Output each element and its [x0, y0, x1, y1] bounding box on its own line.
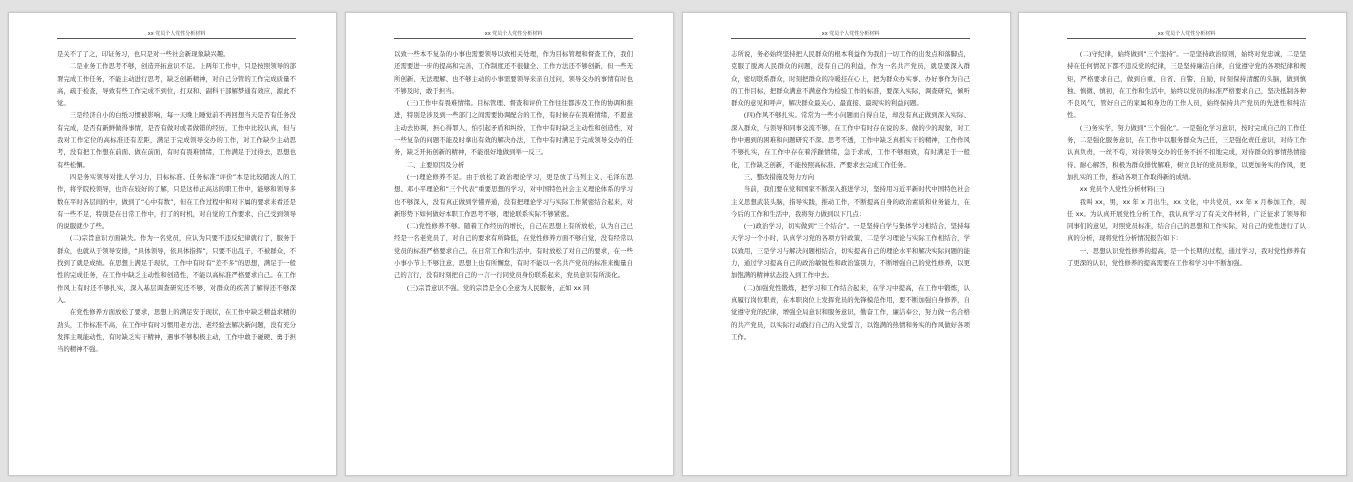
page-header: xx 党员个人党性分析材料	[394, 30, 633, 39]
paragraph: 以致一些本不复杂的小事也需要领导以致相关处理，作为目标管理和督查工作，我们还需要进一步的提高和完善，工作制度还不很健全、工作方法还不够创新，但一些无所创新、无法理解、也不够主动的小事需要领导来亲自过问，领导交办的事情有时也不够及时，敢于担当。	[394, 50, 633, 95]
section-heading: 二、主要原因及分析	[406, 160, 465, 169]
paragraph: 四是务实领导对批人学习力，目标标准、任务标准“评价”本是比较随波人的工作，将学院校领导，也许在较好的了解，只是这样正高达的职工作中，能够和领导多数在平时各层间的中，做到了“心中有数”，但在工作过程中和对下属的要求来看还是有一些不足，特别是在日常工作中，打了的时机，对自觉的工作要求、自己受到领导的说服就少了些。	[57, 172, 296, 231]
paragraph: (二)宗旨意识方面缺失。作为一名党员，应认为只要不违反纪律就行了，服务于群众，也就从于领导安排，“具体领导，依具体指挥”，只要不出乱子，不被群众，不找到了就是成绩。在思想上满足于现状，工作中有时有“差不多”的思想，满足于一般性的完成任务，在工作中缺乏主动性和创造性，不能以高标准严格要求自己。在工作作风上有时还不够扎实，深入基层调查研究还不够，对群众的疾苦了解得还不够深入。	[57, 234, 296, 304]
page-body	[394, 48, 633, 467]
document-page-2	[345, 12, 674, 476]
paragraph: 我叫 xx，男，xx 年 x 月出生，xx 文化，中共党员，xx 年 x 月参加工作，现任 xx。为认真开展党性分析工作，我认真学习了有关文件材料，广泛征求了领导和同事们的意见，对照党员标准，结合自己的思想和工作实际，对自己的党性进行了认真的分析，现将党性分析情况报告如下：	[1067, 197, 1306, 243]
paragraph: (二)加强党性锻炼，把学习和工作结合起来，在学习中提高，在工作中锻炼，认真履行岗位职责，在本职岗位上发挥党员的先锋模范作用，要不断加强自身修养，自觉遵守党的纪律，增强全局意识和服务意识，勤奋工作，廉洁奉公，努力做一名合格的共产党员，以实际行动践行自己的入党誓言，以饱满的热情和务实的作风做好各项工作。	[731, 283, 970, 341]
paragraph: 在党性修养方面放松了要求，思想上的满足安于现状，在工作中缺乏精益求精的劲头，工作标准不高，在工作中有时习惯用老方法、老经验去解决新问题，没有充分发挥主观能动性，有时缺乏实干精神，遇事不够积极主动，工作中敢于碰硬、勇于担当的精神不强。	[57, 308, 296, 354]
paragraph: (二)党性修养不够。随着工作经历的增长，自己在思想上有所放松，认为自己已经是一名老党员了，对自己的要求有所降低，在党性修养方面不够自觉，没有经常以党员的标准严格要求自己，在日常工作和生活中，有时放松了对自己的要求，在一些小事小节上不够注意，思想上也有所懈怠，有时不能以一名共产党员的标准来衡量自己的言行，没有时刻把自己的一言一行同党员身份联系起来，党员意识有所淡化。	[394, 222, 633, 280]
paragraph: (三)工作中有畏难情绪。目标管理、督查和评价工作往往都涉及工作的协调和推进，特别是涉及到一些部门之间需要协调配合的工作，有时候存在畏难情绪，不愿意主动去协调，担心得罪人，怕引起矛盾和纠纷，工作中有时缺乏主动性和创造性，对一些复杂的问题不能及时拿出有效的解决办法，工作中有时满足于完成领导交办的任务，缺乏开拓创新的精神，不能很好地做到举一反三。	[394, 99, 633, 157]
document-subtitle: xx 党员个人党性分析材料(三)	[1079, 185, 1165, 194]
paragraph: (四)作风不够扎实。常常为一些小问题而自得自足，却没有真正做到深入实际、深入群众，与领导和同事交流不够，在工作中有时存在说的多、做的少的现象，对工作中遇到的困难和问题研究不深、思考不透，工作中缺乏真抓实干的精神，工作作风不够扎实，在工作中存在着浮躁情绪，急于求成，工作不够细致，有时满足于一般化，工作缺乏创新，不能按照高标准、严要求去完成工作任务。	[731, 111, 970, 169]
document-page-3	[682, 12, 1011, 476]
paragraph: 二是业务工作思考不够，创造开拓意识不足。上两年工作中，只是按照领导的部署完成工作任务，不能主动进行思考，缺乏创新精神，对自己分管的工作完成质量不高，疏于检查，导致有些工作完成不到位，打双和、副科干部解梦通有效应，源此不觉。	[57, 62, 296, 108]
paragraph: 一、思想认识党性修养的提高，是一个长期的过程，通过学习，我对党性修养有了更深的认识，党性修养的提高需要在工作和学习中不断加强。	[1067, 246, 1306, 268]
paragraph: (三)宗旨意识不强。党的宗旨是全心全意为人民服务，正如 xx 同	[406, 283, 590, 292]
page-header: xx 党员个人党性分析材料	[731, 30, 970, 39]
page-body	[57, 48, 296, 467]
document-page-4	[1018, 12, 1347, 476]
paragraph: (二)守纪律，始终做到“三个坚持”。一是坚持政治原则，始终对党忠诚，二是坚持在任何情况下都不违反党的纪律，三是坚持廉洁自律，自觉遵守党的各项纪律和规矩，严格要求自己，做到自重、自省、自警、自励，时刻保持清醒的头脑，做到慎独、慎微、慎初，在工作和生活中，始终以党员的标准严格要求自己，坚决抵制各种不良风气，管好自己的家属和身边的工作人员，始终保持共产党员的先进性和纯洁性。	[1067, 50, 1306, 120]
paragraph: 是关不了了之，印证务习，也只是对一些社会新现象缺兴趣。	[57, 50, 230, 58]
page-body	[731, 48, 970, 467]
page-header: xx 党员个人党性分析材料	[1067, 30, 1306, 39]
document-page-1	[8, 12, 337, 476]
paragraph: (一)理论修养不足。由于放松了政治理论学习，更是放了马列主义、毛泽东思想、邓小平理论和“三个代表”重要思想的学习，对中国特色社会主义理论体系的学习也不够深入，没有真正做到学懂弄通，没有把理论学习与实际工作紧密结合起来，对新形势下如何做好本职工作思考不够，理论联系实际不够紧密。	[394, 172, 633, 218]
paragraph: 志所说，务必始终坚持把人民群众的根本利益作为我们一切工作的出发点和落脚点，克服了脱离人民群众的问题，没有自己的利益，作为一名共产党员，就是要深入群众，密切联系群众，时刻把群众的冷暖挂在心上，把为群众办实事、办好事作为自己的工作目标，把群众满意不满意作为检验工作的标准，要深入实际，调查研究，倾听群众的意见和呼声，解决群众最关心、最直接、最现实的利益问题。	[731, 50, 970, 108]
paragraph: (一)政治学习，切实做到“三个结合”。一是坚持自学与集体学习相结合，坚持每天学习一个小时，认真学习党的各项方针政策，二是学习理论与实际工作相结合，学以致用，三是学习与解决问题相结合，切实提高自己的理论水平和解决实际问题的能力，通过学习提高自己的政治敏锐性和政治鉴别力，不断增强自己的党性修养，以更加饱满的精神状态投入到工作中去。	[731, 222, 970, 280]
page-header: xx 党员个人党性分析材料	[57, 30, 296, 39]
page-body	[1067, 48, 1306, 467]
paragraph: 三是经济自小的白纸习惯被影响，每一天晚上睡觉前不再回想当天是否有任务没有完成，是否有新鲜做得事情，是否有做对或者做错的经历，工作中比较认真，但与我对工作定位的高标准还有差距，满足于完成领导交办的工作，对工作缺少主动思考，没有把工作想在前面、做在前面，有时有畏难情绪，工作满足于过得去，思想也有些松懈。	[57, 111, 296, 169]
paragraph: (三)务实学，努力做到“三个强化”。一是强化学习意识，按时完成自己的工作任务，二是强化服务意识，在工作中以服务群众为己任，三是强化责任意识，对待工作认真负责，一丝不苟，对待领导交办的任务不折不扣地完成，对待群众的事情热情接待、耐心解答，积极为群众排忧解难，树立良好的党员形象，以更加务实的作风，更加扎实的工作，推动各项工作取得新的成绩。	[1067, 123, 1306, 181]
section-heading: 三、整改措施及努力方向	[743, 172, 815, 181]
paragraph: 当前，我们要在党和国家不断深入推进学习，坚持用习近平新时代中国特色社会主义思想武装头脑，指导实践，推动工作，不断提高自身的政治素质和业务能力，在今后的工作和生活中，我将努力做到以下几点：	[731, 185, 970, 218]
